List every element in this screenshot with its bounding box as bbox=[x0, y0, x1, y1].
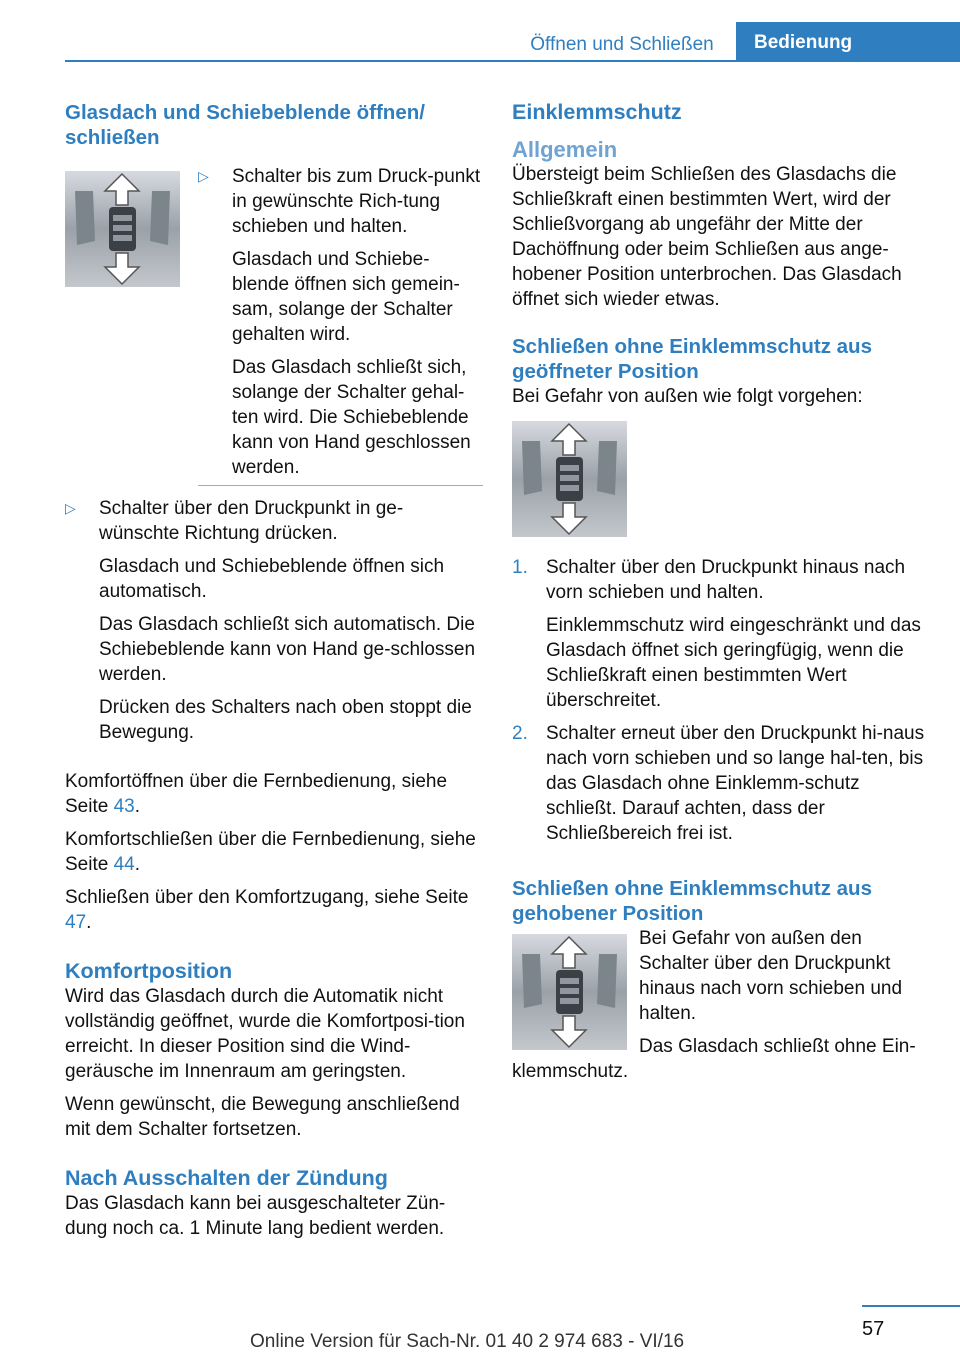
step2-action: Schalter erneut über den Druckpunkt hi-naus nach vorn schieben und so lange hal-ten, bis das Glasdach ohne Einklemm-schutz schließt. Darauf achten, dass der Schließbereich frei ist. bbox=[546, 723, 925, 844]
heading-glasdach: Glasdach und Schiebeblende öffnen/ schließen bbox=[65, 101, 425, 149]
item2-para3: Drücken des Schalters nach oben stoppt die Bewegung. bbox=[99, 697, 472, 743]
bullet-item-1 bbox=[198, 164, 483, 480]
heading-zuendung: Nach Ausschalten der Zündung bbox=[65, 1166, 388, 1190]
online-version-note: Online Version für Sach-Nr. 01 40 2 974 683 - VI/16 bbox=[250, 1331, 685, 1352]
page-number: 57 bbox=[862, 1318, 885, 1340]
heading-allgemein: Allgemein bbox=[512, 137, 618, 162]
ref-komfortschliessen: Komfortschließen über die Fernbedienung, siehe Seite 44. bbox=[65, 829, 476, 875]
step-number: 2. bbox=[512, 723, 528, 744]
komfort-para1: Wird das Glasdach durch die Automatik nicht vollständig geöffnet, wurde die Komfortposi-tion erreicht. In dieser Position sind die Wind-geräusche im Innenraum am geringsten. bbox=[65, 986, 465, 1082]
step-1 bbox=[512, 555, 932, 721]
ref-komfortoeffnen: Komfortöffnen über die Fernbedienung, siehe Seite 43. bbox=[65, 771, 448, 817]
page-link-43[interactable]: 43 bbox=[113, 796, 135, 817]
bullet-item-2 bbox=[65, 496, 483, 753]
gehoben-para1: Bei Gefahr von außen den Schalter über den Druckpunkt hinaus nach vorn schieben und halten. bbox=[639, 928, 903, 1024]
item1-para2: Das Glasdach schließt sich, solange der Schalter gehal-ten wird. Die Schiebeblende kann von Hand geschlossen werden. bbox=[232, 357, 471, 478]
header-section-title: Öffnen und Schließen bbox=[530, 34, 714, 55]
geoeffnet-intro: Bei Gefahr von außen wie folgt vorgehen: bbox=[512, 386, 863, 407]
item1-para1: Glasdach und Schiebe-blende öffnen sich gemein-sam, solange der Schalter gehalten wird. bbox=[232, 249, 460, 345]
ref-komfortzugang: Schließen über den Komfortzugang, siehe Seite 47. bbox=[65, 887, 469, 933]
divider bbox=[198, 485, 483, 486]
zuendung-para: Das Glasdach kann bei ausgeschalteter Zün-dung noch ca. 1 Minute lang bedient werden. bbox=[65, 1193, 446, 1239]
item1-block bbox=[65, 164, 483, 480]
left-column bbox=[65, 100, 483, 1249]
item2-para2: Das Glasdach schließt sich automatisch. Die Schiebeblende kann von Hand ge-schlossen werden. bbox=[99, 614, 476, 685]
roof-switch-image bbox=[512, 421, 627, 537]
step1-action: Schalter über den Druckpunkt hinaus nach vorn schieben und halten. bbox=[546, 557, 906, 603]
heading-komfortposition: Komfortposition bbox=[65, 959, 233, 983]
heading-einklemmschutz: Einklemmschutz bbox=[512, 100, 682, 124]
step-number: 1. bbox=[512, 557, 528, 578]
roof-switch-image bbox=[512, 934, 627, 1050]
step1-para: Einklemmschutz wird eingeschränkt und das Glasdach öffnet sich geringfügig, wenn die Schließkraft einen bestimmten Wert überschreitet. bbox=[546, 615, 921, 711]
page-link-44[interactable]: 44 bbox=[113, 854, 135, 875]
gehoben-block bbox=[512, 926, 932, 1059]
gehoben-para2-line2: klemmschutz. bbox=[512, 1061, 629, 1082]
allgemein-para: Übersteigt beim Schließen des Glasdachs die Schließkraft einen bestimmten Wert, wird der Schließvorgang ab ungefähr der Mitte der Dachöffnung oder beim Schließen aus ange-hobener Position unterbrochen. Das Glasdach öffnet sich wieder etwas. bbox=[512, 164, 902, 310]
page-link-47[interactable]: 47 bbox=[65, 912, 87, 933]
step-2 bbox=[512, 721, 932, 854]
gehoben-para2-line1: Das Glasdach schließt ohne Ein- bbox=[639, 1036, 916, 1057]
item2-para1: Glasdach und Schiebeblende öffnen sich automatisch. bbox=[99, 556, 445, 602]
footer-rule bbox=[862, 1305, 960, 1307]
header-chapter-tab: Bedienung bbox=[736, 22, 960, 62]
item1-action: Schalter bis zum Druck-punkt in gewünschte Rich-tung schieben und halten. bbox=[232, 166, 481, 237]
triangle-bullet-icon: ▷ bbox=[65, 500, 76, 516]
header-rule bbox=[65, 60, 960, 62]
item2-action: Schalter über den Druckpunkt in ge-wünschte Richtung drücken. bbox=[99, 498, 404, 544]
roof-switch-image bbox=[65, 171, 180, 287]
right-column bbox=[512, 100, 932, 1092]
triangle-bullet-icon: ▷ bbox=[198, 168, 209, 184]
heading-gehoben: Schließen ohne Einklemmschutz aus gehobener Position bbox=[512, 877, 872, 925]
komfort-para2: Wenn gewünscht, die Bewegung anschließend mit dem Schalter fortsetzen. bbox=[65, 1094, 460, 1140]
heading-geoeffnet: Schließen ohne Einklemmschutz aus geöffneter Position bbox=[512, 335, 872, 383]
